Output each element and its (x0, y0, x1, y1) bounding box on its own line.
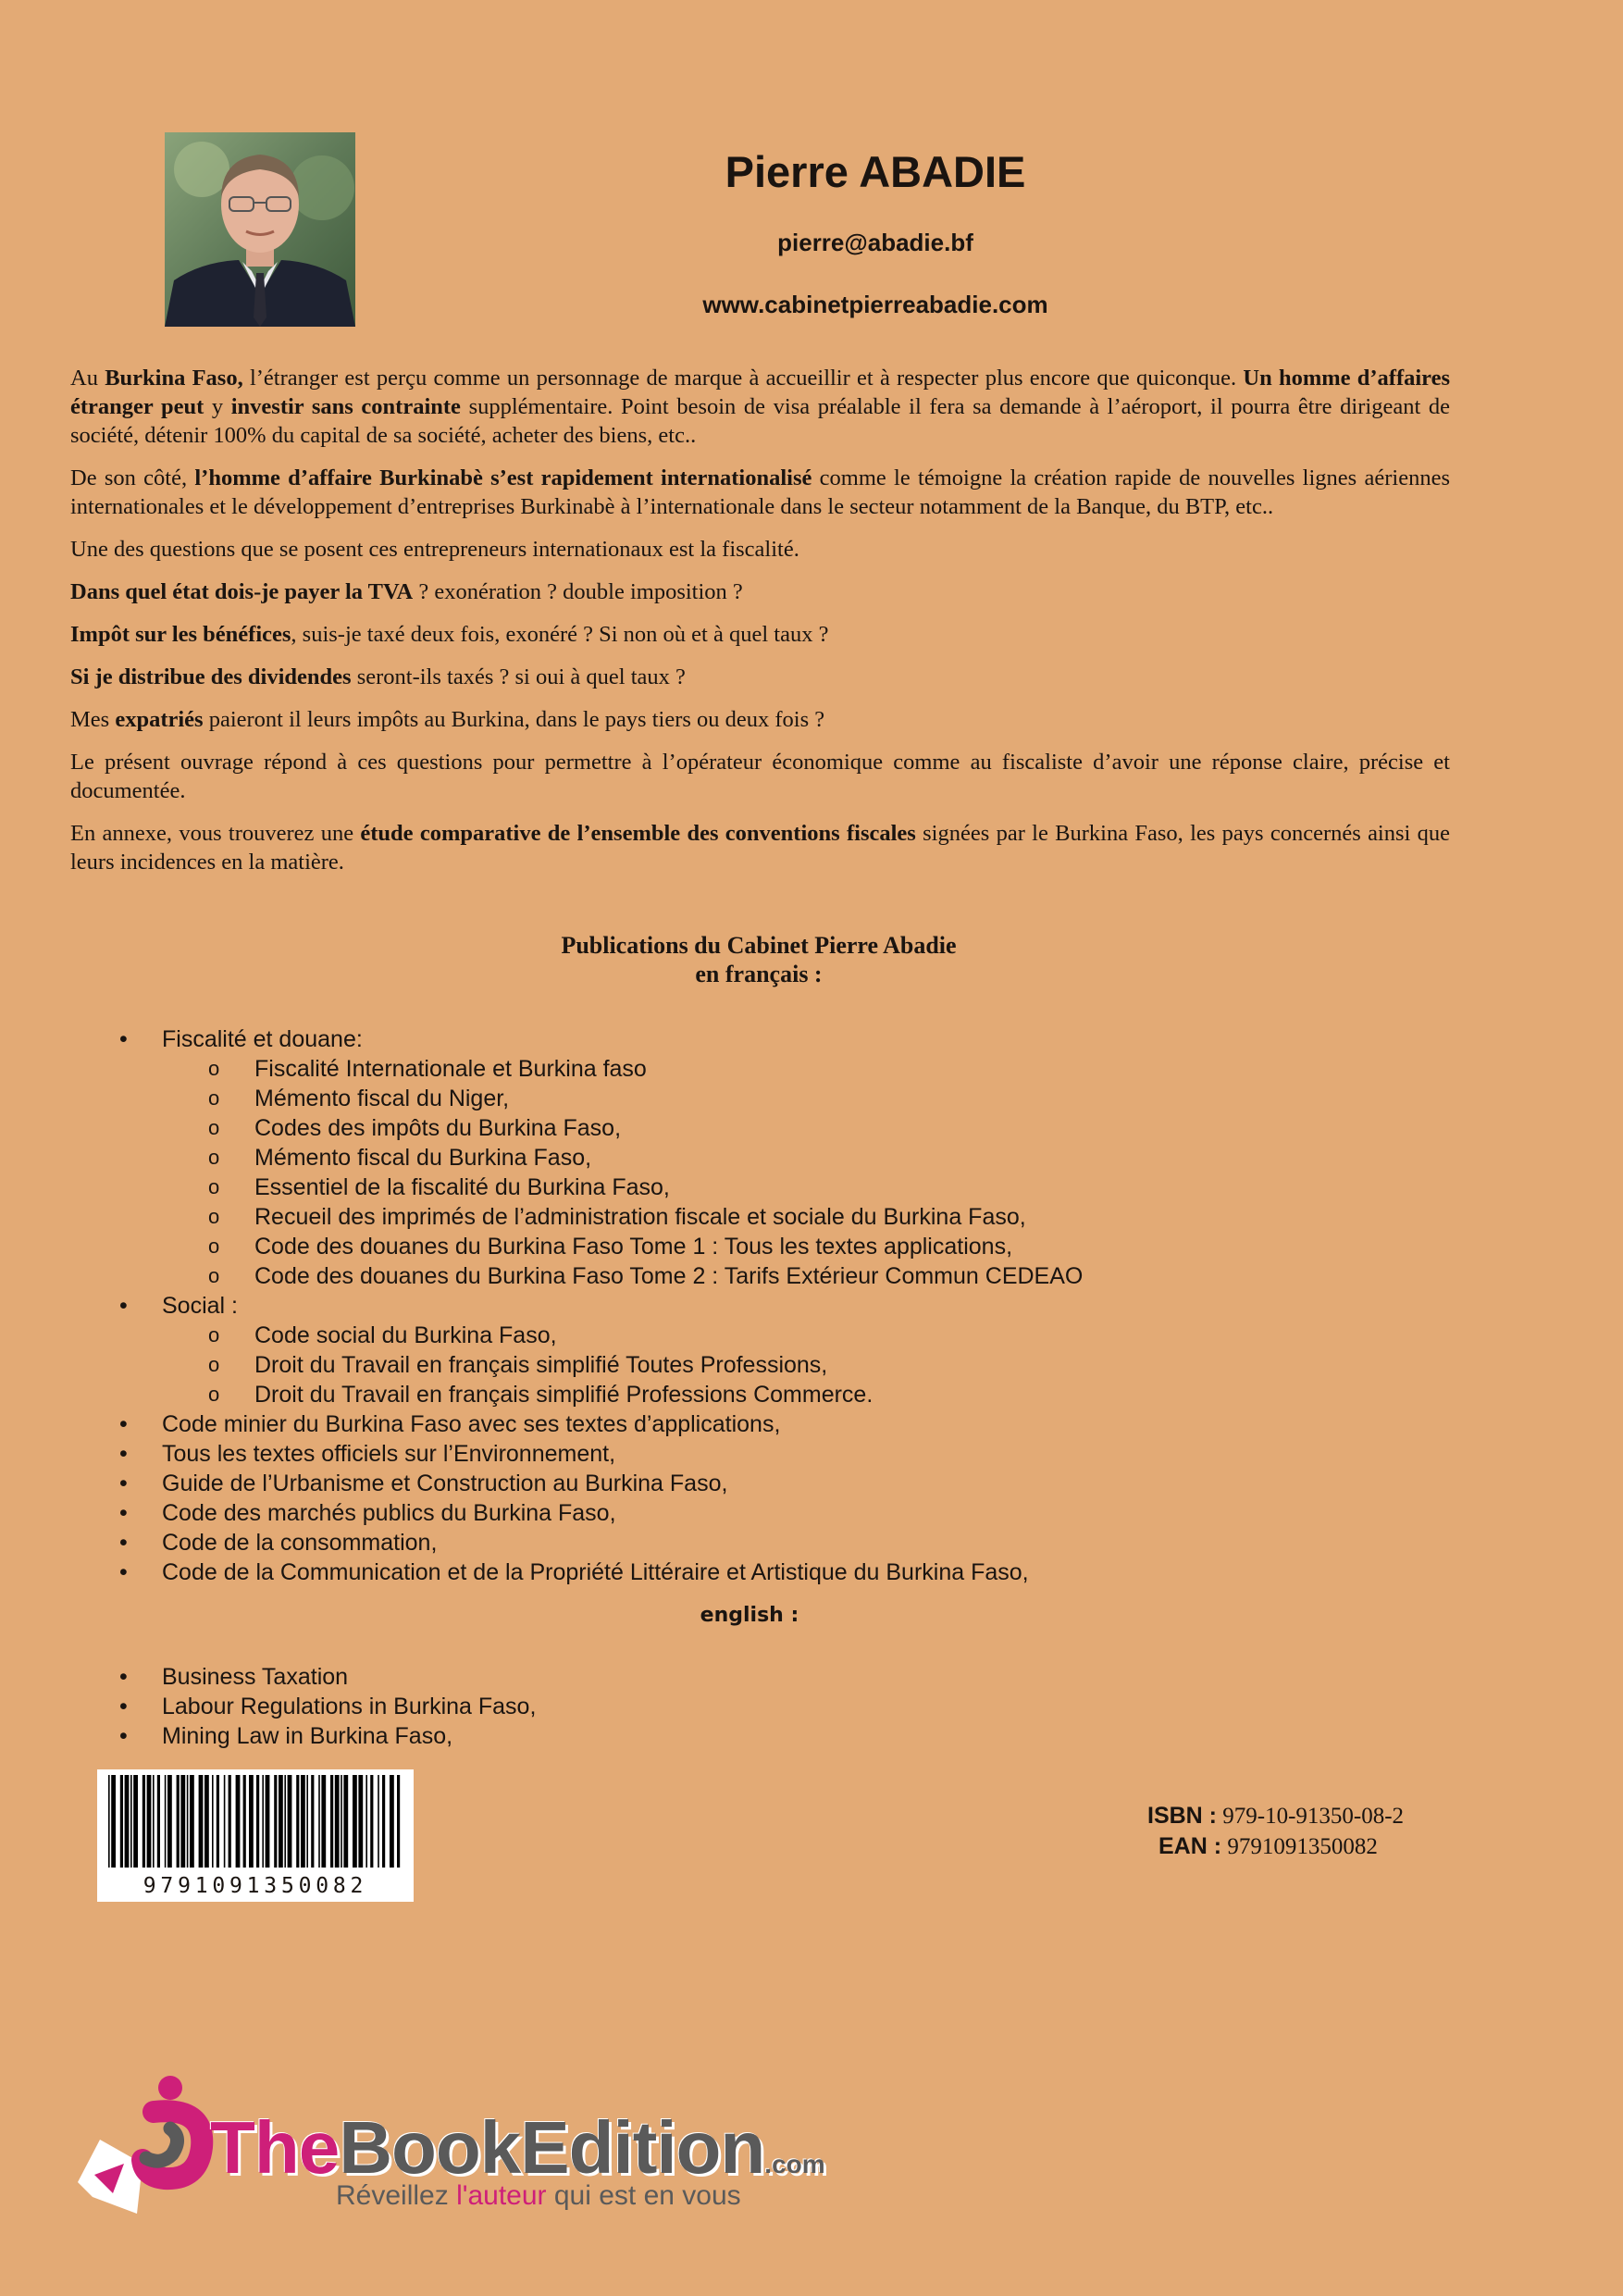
text-run: l’étranger est perçu comme un personnage de marque à accueillir et à respecter plus encore que quiconque. (242, 366, 1244, 391)
paragraph-3 (70, 535, 1450, 564)
list-item (208, 1232, 1083, 1261)
other-publications-list (119, 1409, 1083, 1587)
ean-line (1147, 1831, 1453, 1862)
ean-value: 9791091350082 (1227, 1834, 1378, 1859)
bullet-icon: o (208, 1235, 220, 1258)
logo-the: The (210, 2106, 340, 2189)
paragraph-5 (70, 620, 1450, 649)
bullet-icon: • (119, 1411, 128, 1437)
list-item-label: Code des douanes du Burkina Faso Tome 1 : Tous les textes applications, (254, 1234, 1013, 1260)
bullet-icon: • (119, 1471, 128, 1496)
list-item-label: Droit du Travail en français simplifié Professions Commerce. (254, 1382, 873, 1408)
list-item-label: Code de la consommation, (162, 1530, 438, 1556)
description-text (70, 364, 1450, 890)
text-run: seront-ils taxés ? si oui à quel taux ? (351, 664, 686, 689)
publications-title (407, 931, 1110, 988)
bold-run: investir sans contrainte (230, 394, 461, 419)
paragraph-6 (70, 663, 1450, 691)
bold-run: Burkina Faso, (105, 366, 243, 391)
text-run: De son côté, (70, 465, 195, 490)
english-publications-list (119, 1662, 537, 1751)
tagline-end: qui est en vous (546, 2180, 741, 2211)
list-item (208, 1261, 1084, 1291)
barcode-digits: 9791091350082 (142, 1874, 368, 1898)
list-item (119, 1409, 1083, 1439)
list-item-fiscal (119, 1024, 1083, 1054)
logo-tld: .com (764, 2150, 825, 2178)
bullet-icon: o (208, 1175, 220, 1198)
text-run: ? exonération ? double imposition ? (413, 579, 743, 604)
paragraph-7 (70, 705, 1450, 734)
other-list-wrapper (119, 1409, 1083, 1587)
bold-run: l’homme d’affaire Burkinabè s’est rapidement internationalisé (194, 465, 812, 490)
text-run: Le présent ouvrage répond à ces questions pour permettre à l’opérateur économique comme au fiscaliste d’avoir une réponse claire, précise et documentée. (70, 750, 1450, 803)
list-item-label: Guide de l’Urbanisme et Construction au Burkina Faso, (162, 1471, 728, 1496)
list-item (208, 1202, 1083, 1232)
list-item-label: Codes des impôts du Burkina Faso, (254, 1115, 622, 1141)
isbn-line (1147, 1801, 1453, 1831)
publications-title-line2: en français : (695, 961, 823, 987)
list-item (208, 1321, 1083, 1350)
bold-run: étude comparative de l’ensemble des conventions fiscales (360, 821, 916, 846)
bullet-icon: o (208, 1383, 220, 1406)
tagline-highlight: l'auteur (456, 2180, 547, 2211)
list-item-label: Code des douanes du Burkina Faso Tome 2 : Tarifs Extérieur Commun CEDEAO (254, 1263, 1084, 1289)
tagline-start: Réveillez (336, 2180, 457, 2211)
text-run: comme le témoigne la création rapide de nouvelles lignes aériennes internationales et le développement d’entreprises Burkinabè à l’internationale dans le secteur notamment de la Banque, du BTP, etc.. (70, 465, 1450, 519)
fiscal-sublist (208, 1054, 1084, 1291)
paragraph-4 (70, 577, 1450, 606)
isbn-value: 979-10-91350-08-2 (1222, 1804, 1405, 1829)
text-run: En annexe, vous trouverez une (70, 821, 361, 846)
bullet-icon: • (119, 1500, 128, 1526)
bullet-icon: o (208, 1086, 220, 1110)
text-run: y (204, 394, 231, 419)
social-sublist-wrapper (162, 1321, 1083, 1409)
bullet-icon: o (208, 1146, 220, 1169)
paragraph-8 (70, 748, 1450, 805)
bullet-icon: • (119, 1026, 128, 1052)
text-run: Au (70, 366, 105, 391)
list-item-label: Fiscalité Internationale et Burkina faso (254, 1056, 647, 1082)
bullet-icon: • (119, 1441, 128, 1467)
list-item-label: Labour Regulations in Burkina Faso, (162, 1694, 537, 1719)
list-item (208, 1173, 1083, 1202)
list-item-label: Tous les textes officiels sur l’Environnement, (162, 1441, 616, 1467)
text-run: Une des questions que se posent ces entrepreneurs internationaux est la fiscalité. (70, 537, 799, 562)
list-item (119, 1439, 1083, 1469)
isbn-label: ISBN : (1147, 1803, 1217, 1829)
text-run: , suis-je taxé deux fois, exonéré ? Si non où et à quel taux ? (291, 622, 829, 647)
text-run: signées par le Burkina Faso, les pays concernés ainsi que leurs incidences en la matière. (70, 821, 1451, 875)
list-item-label: Code minier du Burkina Faso avec ses textes d’applications, (162, 1411, 781, 1437)
list-item (208, 1113, 1083, 1143)
list-item-label: Droit du Travail en français simplifié Toutes Professions, (254, 1352, 828, 1378)
bold-run: Dans quel état dois-je payer la TVA (70, 579, 414, 604)
bold-run: Un homme d’affaires étranger peut (70, 366, 1450, 419)
logo-tagline (336, 2180, 741, 2212)
list-item-label: Essentiel de la fiscalité du Burkina Faso, (254, 1174, 670, 1200)
author-name: Pierre ABADIE (725, 147, 1026, 196)
publications-title-line1: Publications du Cabinet Pierre Abadie (561, 932, 957, 959)
paragraph-2 (70, 464, 1450, 521)
text-run: supplémentaire. Point besoin de visa préalable il fera sa demande à l’aéroport, il pourra être dirigeant de société, détenir 100% du capital de sa société, acheter des biens, etc.. (70, 394, 1450, 448)
bullet-icon: • (119, 1559, 128, 1585)
list-item-label: Mémento fiscal du Burkina Faso, (254, 1145, 592, 1171)
paragraph-1 (70, 364, 1450, 450)
isbn-block (1147, 1801, 1453, 1862)
author-website: www.cabinetpierreabadie.com (702, 291, 1048, 318)
logo-bookedition: BookEdition (339, 2106, 765, 2189)
bullet-icon: • (119, 1723, 128, 1749)
bullet-icon: • (119, 1293, 128, 1319)
list-item (119, 1662, 536, 1692)
list-item-label: Mining Law in Burkina Faso, (162, 1723, 453, 1749)
bold-run: Impôt sur les bénéfices (70, 622, 291, 647)
bullet-icon: o (208, 1205, 220, 1228)
list-item-label: Code de la Communication et de la Propriété Littéraire et Artistique du Burkina Faso, (162, 1559, 1029, 1585)
bullet-icon: o (208, 1057, 220, 1080)
list-item (119, 1692, 537, 1721)
bullet-icon: • (119, 1694, 128, 1719)
list-item (119, 1721, 536, 1751)
list-item-label: Code des marchés publics du Burkina Faso, (162, 1500, 616, 1526)
list-item (119, 1469, 1083, 1498)
text-run: Mes (70, 707, 116, 732)
ean-label: EAN : (1158, 1833, 1222, 1859)
list-item (119, 1558, 1083, 1587)
author-email: pierre@abadie.bf (777, 229, 973, 256)
bullet-icon: • (119, 1664, 128, 1690)
text-run: paieront il leurs impôts au Burkina, dans le pays tiers ou deux fois ? (203, 707, 825, 732)
list-item-social (119, 1291, 1083, 1321)
bullet-icon: o (208, 1323, 220, 1347)
list-item (208, 1084, 1083, 1113)
list-item (208, 1350, 1083, 1380)
list-item-label: Recueil des imprimés de l’administration fiscale et sociale du Burkina Faso, (254, 1204, 1026, 1230)
author-photo (165, 132, 355, 327)
social-label: Social : (162, 1293, 238, 1319)
list-item (208, 1380, 1083, 1409)
list-item (208, 1054, 1083, 1084)
fiscal-label: Fiscalité et douane: (162, 1026, 363, 1052)
list-item-label: Business Taxation (162, 1664, 349, 1690)
list-item-label: Mémento fiscal du Niger, (254, 1086, 510, 1111)
english-label: english : (700, 1604, 799, 1627)
paragraph-9 (70, 819, 1450, 876)
list-item (208, 1143, 1083, 1173)
social-sublist (208, 1321, 1083, 1409)
bullet-icon: o (208, 1264, 220, 1287)
list-item (119, 1528, 1083, 1558)
fiscal-sublist-wrapper (162, 1054, 1083, 1291)
bold-run: expatriés (115, 707, 204, 732)
french-publications-list (119, 1024, 1084, 1587)
bullet-icon: • (119, 1530, 128, 1556)
bullet-icon: o (208, 1353, 220, 1376)
list-item-label: Code social du Burkina Faso, (254, 1322, 557, 1348)
bold-run: Si je distribue des dividendes (70, 664, 352, 689)
barcode (97, 1769, 414, 1902)
list-item (119, 1498, 1083, 1528)
bullet-icon: o (208, 1116, 220, 1139)
